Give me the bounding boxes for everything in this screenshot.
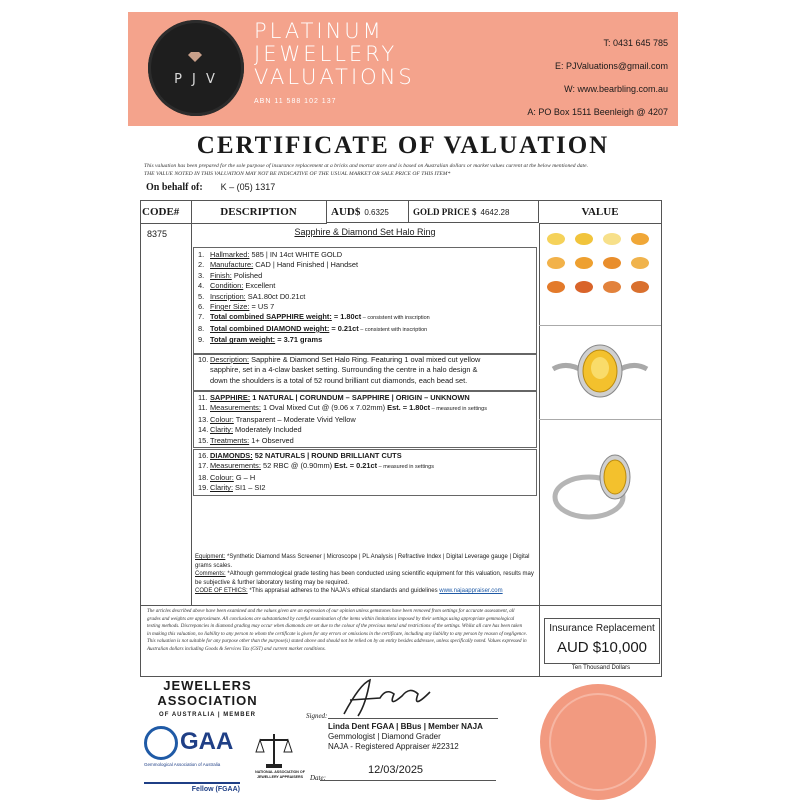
signer-details xyxy=(328,722,483,752)
pjv-logo xyxy=(148,20,244,116)
contact-address: A: PO Box 1511 Beenleigh @ 4207 xyxy=(527,107,668,117)
stone-swatch xyxy=(603,281,621,293)
list-item: 11. Measurements: 1 Oval Mixed Cut @ (9.06 x 7.02mm) Est. = 1.80ct – measured in settings xyxy=(198,403,487,413)
header-aud xyxy=(327,201,409,223)
contact-phone: T: 0431 645 785 xyxy=(603,38,668,48)
signed-label: Signed: xyxy=(306,712,328,720)
header-description: DESCRIPTION xyxy=(191,201,327,224)
gaa-name: GAA xyxy=(180,728,234,755)
aud-value: 0.6325 xyxy=(364,208,389,217)
stone-swatch xyxy=(575,257,593,269)
sapphire-block: 11. SAPPHIRE: 1 NATURAL | CORUNDUM – SAPPHIRE | ORIGIN – UNKNOWN 11. Measurements: 1 Oval Mixed Cut @ (9.06 x 7.02mm) Est. = 1.80ct – measured in settings 13. Colour: Transparent – Moderate Vivid Yellow 14. Clarity: Moderately Included 15. Treatments: 1+ Observed xyxy=(193,391,537,448)
ring-photo-front xyxy=(547,331,653,411)
gold-label: GOLD PRICE $ xyxy=(413,207,477,217)
code-column xyxy=(141,223,192,605)
embossed-seal xyxy=(538,682,658,802)
naja-link[interactable]: www.najaappraiser.com xyxy=(439,588,503,594)
item-code: 8375 xyxy=(147,229,168,239)
list-item: 14. Clarity: Moderately Included xyxy=(198,425,302,435)
disclaimer-line: THE VALUE NOTED IN THIS VALUATION MAY NOT BE INDICATIVE OF THE USUAL MARKET OR SALE PRICE OF THIS ITEM* xyxy=(144,171,451,177)
gaa-fellow: Fellow (FGAA) xyxy=(144,782,240,793)
stone-swatch xyxy=(631,281,649,293)
diamond-icon xyxy=(188,52,202,62)
stone-swatch xyxy=(603,233,621,245)
terms-text: The articles described above have been examined and the values given are an expression of our opinion unless gemstones have been removed from settings for accurate assessment, all grades and weights are approximate. All conclusions are substantiated by careful examination of the items within limitations imposed by their settings using appropriate gemmological testing methods. Discrepancies in diamond grading may occur when diamonds are set due to the colour of the precious metal and restrictions of the settings. Whilst all care has been taken in making this valuation, no liability to any person to whom the certificate is given for any errors or omissions in the certificate, including any liability to any person by reason of negligence. This valuation is not suitable for any purpose other than the purpose(s) stated above and should not be relied on by an entity besides addressee, unless specifically noted. Values expressed in Australian dollars including Goods & Services Tax (GST) and current market conditions. xyxy=(147,609,527,652)
signer-registration: NAJA - Registered Appraiser #22312 xyxy=(328,742,459,751)
contact-website: W: www.bearbling.com.au xyxy=(564,84,668,94)
certificate-title: CERTIFICATE OF VALUATION xyxy=(196,132,610,159)
header-gold-price xyxy=(409,201,539,223)
value-column xyxy=(539,223,661,605)
on-behalf-of xyxy=(146,182,275,193)
ethics-note: CODE OF ETHICS: *This appraisal adheres to the NAJA's ethical standards and guidelines www.najaappraiser.com xyxy=(195,588,503,594)
signer-name: Linda Dent FGAA | BBus | Member NAJA xyxy=(328,722,483,731)
header-value: VALUE xyxy=(539,201,661,224)
ring-photo-side xyxy=(549,443,653,533)
certificate-page xyxy=(128,12,678,793)
list-item: 5. Inscription: SA1.80ct D0.21ct xyxy=(198,291,306,301)
signer-role: Gemmologist | Diamond Grader xyxy=(328,732,441,741)
list-item: 3. Finish: Polished xyxy=(198,270,263,280)
gaa-subtitle: Gemmological Association of Australia xyxy=(144,762,221,767)
aud-label: AUD$ xyxy=(331,206,361,218)
list-item: 15. Treatments: 1+ Observed xyxy=(198,435,294,445)
header-code: CODE# xyxy=(141,201,192,224)
valuation-table xyxy=(140,200,662,606)
date-value: 12/03/2025 xyxy=(368,764,424,776)
list-item: 9. Total gram weight: = 3.71 grams xyxy=(198,335,323,345)
stone-swatch xyxy=(631,257,649,269)
list-item: 13. Colour: Transparent – Moderate Vivid Yellow xyxy=(198,414,356,424)
stone-swatch xyxy=(575,233,593,245)
list-item: 8. Total combined DIAMOND weight: = 0.21ct – consistent with inscription xyxy=(198,323,428,333)
stone-swatch xyxy=(603,257,621,269)
jewellers-association-logo: JEWELLERS ASSOCIATION OF AUSTRALIA | MEMBER xyxy=(157,678,258,718)
scales-icon xyxy=(254,730,294,770)
sapphire-colour-chart xyxy=(545,229,653,301)
description-column xyxy=(191,223,540,605)
brand-line: JEWELLERY xyxy=(254,42,398,66)
diamonds-block: 16. DIAMONDS: 52 NATURALS | ROUND BRILLIANT CUTS 17. Measurements: 52 RBC @ (0.90mm) Est. = 0.21ct – measured in settings 18. Colour: G – H 19. Clarity: SI1 – SI2 xyxy=(193,449,537,496)
list-item: 19. Clarity: SI1 – SI2 xyxy=(198,483,266,493)
insurance-box xyxy=(544,618,660,664)
behalf-label: On behalf of: xyxy=(146,182,203,193)
equipment-note: Equipment: *Synthetic Diamond Mass Screener | Microscope | PL Analysis | Refractive Index | Digital Leverage gauge | Digital grams scales. xyxy=(195,554,530,569)
list-item: 17. Measurements: 52 RBC @ (0.90mm) Est. = 0.21ct – measured in settings xyxy=(198,461,434,471)
list-item: 1. Hallmarked: 585 | IN 14ct WHITE GOLD xyxy=(198,250,343,259)
brand-name xyxy=(254,20,415,89)
brand-line: PLATINUM xyxy=(254,19,384,43)
naja-logo-text: NATIONAL ASSOCIATION OF JEWELLERY APPRAISERS xyxy=(255,770,305,779)
contact-details xyxy=(527,32,668,124)
behalf-value: K – (05) 1317 xyxy=(220,182,276,192)
list-item: 18. Colour: G – H xyxy=(198,472,256,482)
list-item: 2. Manufacture: CAD | Hand Finished | Handset xyxy=(198,260,359,270)
logo-text: P J V xyxy=(174,72,218,87)
abn-number: ABN 11 588 102 137 xyxy=(254,98,337,105)
handwritten-signature xyxy=(340,674,440,722)
comments-note: Comments: *Although gemmological grade testing has been conducted using scientific equipment for this valuation, results may be subjective & further laboratory testing may be required. xyxy=(195,571,534,586)
description-block: 10. Description: Sapphire & Diamond Set Halo Ring. Featuring 1 oval mixed cut yellow sapphire, set in a 4-claw basket setting. Surrounding the centre in a halo design & down the shoulders is a total of 52 round brilliant cut diamonds, each bead set. xyxy=(193,353,537,391)
contact-email: E: PJValuations@gmail.com xyxy=(554,61,668,71)
stone-swatch xyxy=(547,233,565,245)
insurance-column xyxy=(539,604,662,676)
disclaimer-line: This valuation has been prepared for the sole purpose of insurance replacement at a bricks and mortar store and is based on Australian dollars or market values current at the below mentioned date. xyxy=(144,163,588,169)
insurance-amount: AUD $10,000 xyxy=(556,639,648,656)
item-title: Sapphire & Diamond Set Halo Ring xyxy=(294,227,436,237)
list-item: 6. Finger Size: = US 7 xyxy=(198,302,275,312)
globe-icon xyxy=(144,726,178,760)
insurance-words: Ten Thousand Dollars xyxy=(571,665,631,671)
terms-row xyxy=(140,604,662,677)
stone-swatch xyxy=(575,281,593,293)
gold-value: 4642.28 xyxy=(480,208,510,217)
stone-swatch xyxy=(631,233,649,245)
disclaimer xyxy=(144,162,664,178)
date-label: Date: xyxy=(310,774,326,782)
list-item: 7. Total combined SAPPHIRE weight: = 1.80ct – consistent with inscription xyxy=(198,312,430,322)
brand-line: VALUATIONS xyxy=(254,65,415,89)
stone-swatch xyxy=(547,257,565,269)
specs-list xyxy=(193,247,537,355)
list-item: 4. Condition: Excellent xyxy=(198,281,276,291)
insurance-label: Insurance Replacement xyxy=(549,623,655,634)
notes-block xyxy=(195,553,537,596)
stone-swatch xyxy=(547,281,565,293)
letterhead xyxy=(128,12,678,126)
